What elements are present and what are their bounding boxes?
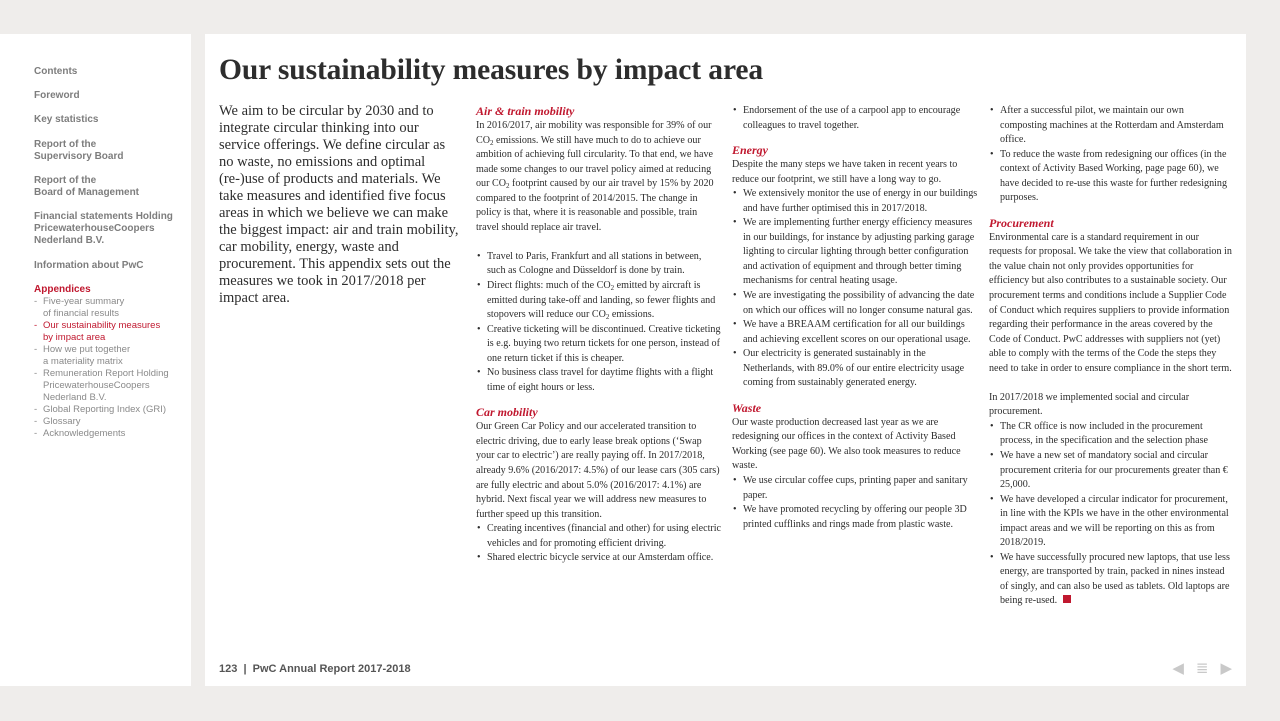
sidebar-item-foreword[interactable]: Foreword xyxy=(34,90,80,101)
page-title: Our sustainability measures by impact area xyxy=(219,54,764,86)
column-air-car xyxy=(476,104,722,566)
list-item: • After a successful pilot, we maintain our own composting machines at the Rotterdam and Amsterdam office. xyxy=(989,104,1233,148)
end-of-section-marker xyxy=(1063,595,1071,603)
sidebar-item-key-statistics[interactable]: Key statistics xyxy=(34,114,99,125)
list-item: • Endorsement of the use of a carpool app to encourage colleagues to travel together. xyxy=(732,104,978,133)
list-item: • The CR office is now included in the procurement process, in the specification and the selection phase xyxy=(989,420,1233,449)
sidebar-item-supervisory-board[interactable]: Report of the Supervisory Board xyxy=(34,139,124,162)
column-waste-procurement xyxy=(989,104,1233,609)
list-item: • We have a new set of mandatory social and circular procurement criteria for our procurements greater than € 25,000. xyxy=(989,449,1233,493)
previous-page-icon[interactable]: ◀ xyxy=(1172,659,1184,677)
procurement-heading: Procurement xyxy=(989,215,1054,230)
sidebar-item-board-of-management[interactable]: Report of the Board of Management xyxy=(34,175,140,198)
sidebar-subitem-gri[interactable]: - Global Reporting Index (GRI) xyxy=(34,404,169,416)
sidebar-subitem-five-year-summary[interactable]: - Five-year summary of financial results xyxy=(34,296,169,320)
sidebar-subitem-acknowledgements[interactable]: - Acknowledgements xyxy=(34,428,169,440)
sidebar-subitem-materiality-matrix[interactable]: - How we put together a materiality matrix xyxy=(34,344,169,368)
waste-bullets xyxy=(732,474,978,532)
list-item: • We are investigating the possibility of advancing the date on which our offices will no longer consume natural gas. xyxy=(732,289,978,318)
next-page-icon[interactable]: ▶ xyxy=(1220,659,1232,677)
list-item: • Our electricity is generated sustainably in the Netherlands, with 89.0% of our entire electricity usage coming from sustainably generated energy. xyxy=(732,347,978,391)
list-item: • We extensively monitor the use of energy in our buildings and have further optimised this in 2017/2018. xyxy=(732,187,978,216)
sidebar-subitem-remuneration-report[interactable]: - Remuneration Report Holding PricewaterhouseCoopers Nederland B.V. xyxy=(34,368,169,404)
energy-heading: Energy xyxy=(732,143,768,158)
list-item: • We use circular coffee cups, printing paper and sanitary paper. xyxy=(732,474,978,503)
sidebar-nav xyxy=(0,34,191,686)
list-item: • We have promoted recycling by offering our people 3D printed cufflinks and rings made from plastic waste. xyxy=(732,503,978,532)
carpool-bullet-list xyxy=(732,104,978,133)
air-train-heading: Air & train mobility xyxy=(476,104,575,118)
car-mobility-heading: Car mobility xyxy=(476,405,538,420)
list-item: • Travel to Paris, Frankfurt and all stations in between, such as Cologne and Düsseldorf is done by train. xyxy=(476,250,722,279)
energy-bullets xyxy=(732,187,978,391)
waste-paragraph: Our waste production decreased last year as we are redesigning our offices in the context of Activity Based Working (see page 60). We also took measures to reduce waste. xyxy=(732,416,961,472)
intro-paragraph: We aim to be circular by 2030 and to integrate circular thinking into our service offerings. We define circular as no waste, no emissions and optimal (re-)use of products and materials. We take measures and identified five focus areas in which we believe we can make the biggest impact: air and train mobility, car mobility, energy, waste and procurement. This appendix sets out the measures we took in 2017/2018 per impact area. xyxy=(219,103,459,306)
report-page xyxy=(205,34,1246,686)
waste-continued-bullets xyxy=(989,104,1233,206)
appendices-sub-list xyxy=(34,296,169,440)
sidebar-subitem-sustainability-measures[interactable]: - Our sustainability measures by impact area xyxy=(34,320,169,344)
page-navigation xyxy=(1172,660,1232,676)
sidebar-item-financial-statements[interactable]: Financial statements Holding PricewaterhouseCoopers Nederland B.V. xyxy=(34,211,173,246)
car-mobility-bullets xyxy=(476,522,722,566)
list-item: • We have a BREAAM certification for all our buildings and achieving excellent scores on our operational usage. xyxy=(732,318,978,347)
list-item: • Shared electric bicycle service at our Amsterdam office. xyxy=(476,551,722,566)
energy-paragraph: Despite the many steps we have taken in recent years to reduce our footprint, we still have a long way to go. xyxy=(732,159,958,185)
sidebar-item-contents[interactable]: Contents xyxy=(34,66,78,77)
list-item: • To reduce the waste from redesigning our offices (in the context of Activity Based Working, page page 60), we have decided to re-use this waste for further redesigning purposes. xyxy=(989,148,1233,206)
list-item: • We have developed a circular indicator for procurement, in line with the KPIs we have in the other environmental impact areas and we will be reporting on this as from 2018/2019. xyxy=(989,493,1233,551)
menu-icon[interactable]: ≣ xyxy=(1195,659,1209,677)
list-item: • Direct flights: much of the $CO_2$ emitted by aircraft is emitted during take-off and landing, so fewer flights and stopovers will reduce our $CO_2$ emissions. xyxy=(476,279,722,323)
procurement-bullets xyxy=(989,420,1233,609)
page-footer: 123 | PwC Annual Report 2017-2018 xyxy=(219,663,411,675)
procurement-paragraph-2: In 2017/2018 we implemented social and circular procurement. xyxy=(989,391,1190,418)
column-energy-waste xyxy=(732,104,978,532)
sidebar-item-appendices[interactable]: Appendices xyxy=(34,284,91,295)
list-item: • We are implementing further energy efficiency measures in our buildings, for instance by adjusting parking garage lighting to circular lighting through better configuration and activation of equipment and through better timing mechanisms for central heating usage. xyxy=(732,216,978,289)
list-item: • We have successfully procured new laptops, that use less energy, are transported by train, packed in nines instead of singly, and can also be used as tablets. Old laptops are being re-used. xyxy=(989,551,1233,609)
car-mobility-paragraph: Our Green Car Policy and our accelerated transition to electric driving, due to early lease break options (‘Swap your car to electric’) are really paying off. In 2017/2018, already 9.6% (2016/2017: 4.5%) of our lease cars (305 cars) are fully electric and about 5.0% (2016/2017: 4.1%) are hybrid. Next fiscal year we will address new measures to further speed up this transition. xyxy=(476,421,720,520)
sidebar-subitem-glossary[interactable]: - Glossary xyxy=(34,416,169,428)
sidebar-item-information-about-pwc[interactable]: Information about PwC xyxy=(34,260,144,271)
list-item: • Creative ticketing will be discontinued. Creative ticketing is e.g. buying two return tickets for one person, instead of one return ticket if this is cheaper. xyxy=(476,323,722,367)
procurement-paragraph: Environmental care is a standard requirement in our requests for proposal. We take the view that collaboration in the value chain not only provides opportunities for efficiency but also contributes to a sustainable society. Our procurement terms and conditions include a Supplier Code of Conduct which requires suppliers to provide information regarding their performance in the areas covered by the Code of Conduct. PwC addresses with suppliers not (yet) able to comply with the terms of the Code the steps they need to take in order to ensure compliance in the short term. xyxy=(989,231,1232,374)
air-train-bullets xyxy=(476,250,722,395)
waste-heading: Waste xyxy=(732,400,762,415)
air-train-paragraph: In 2016/2017, air mobility was responsible for 39% of our $CO_2$ emissions. We still have much to do to achieve our ambition of achieving full circularity. To that end, we have made some changes to our travel policy aimed at reducing our $CO_2$ footprint caused by our air travel by 15% by 2020 compared to the footprint of 2014/2015. The change in policy is that, where it is reasonable and possible, train travel should replace air travel. xyxy=(476,120,714,233)
list-item: • No business class travel for daytime flights with a flight time of eight hours or less. xyxy=(476,366,722,395)
list-item: • Creating incentives (financial and other) for using electric vehicles and for promoting efficient driving. xyxy=(476,522,722,551)
